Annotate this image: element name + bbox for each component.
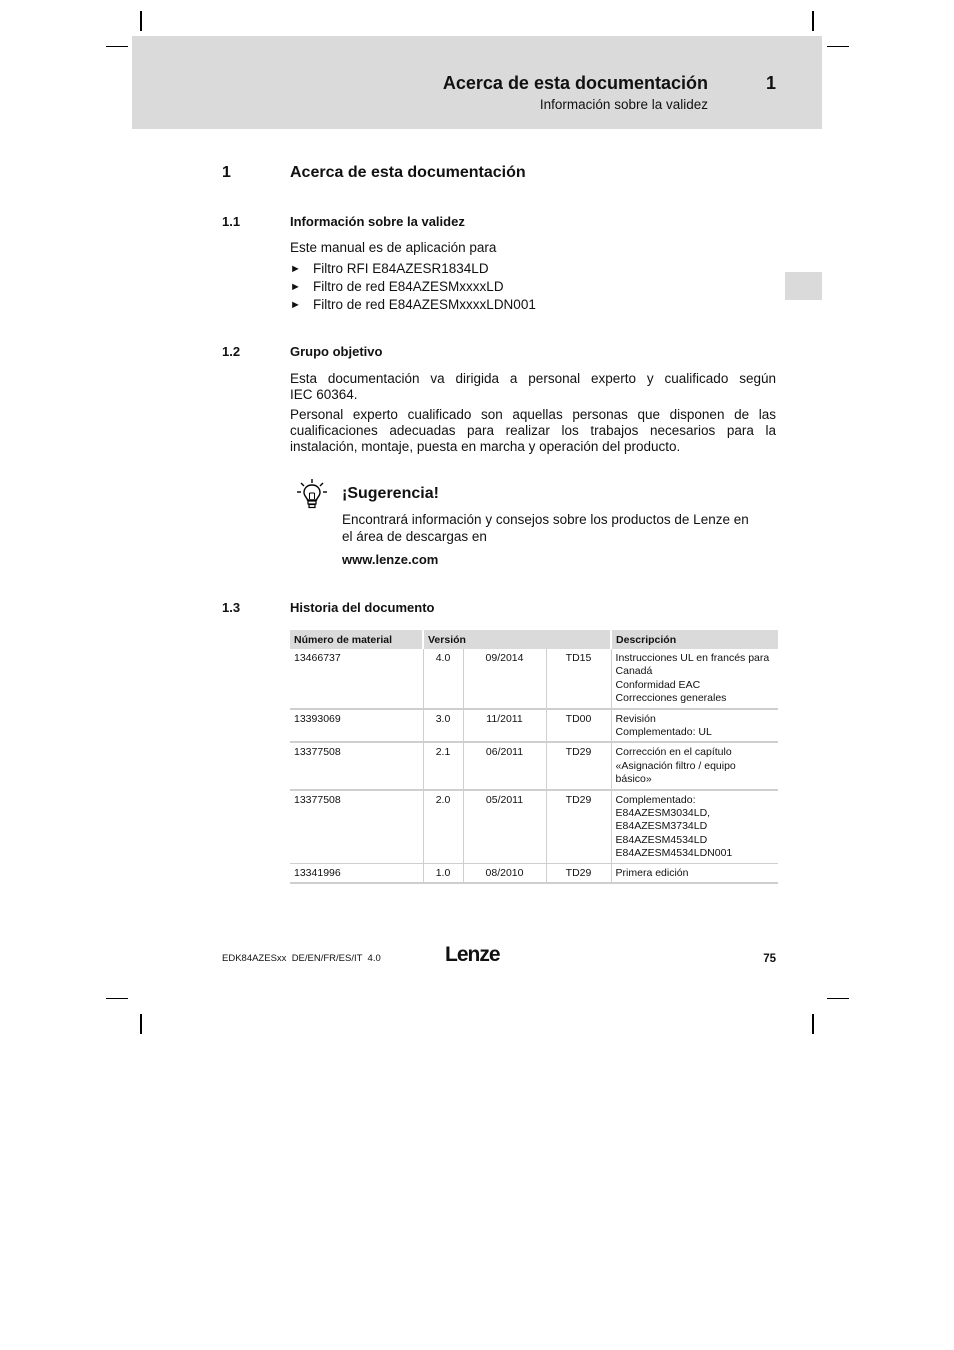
header-chapter-number: 1 [765,73,776,93]
list-item: ► Filtro de red E84AZESMxxxxLDN001 [290,297,536,312]
description-cell: Primera edición [611,863,778,883]
target-group-text: instalación, montaje, puesta en marcha y operación del producto. [290,439,681,454]
target-group-text: IEC 60364. [290,387,358,402]
table-row [290,863,778,883]
crop-mark [140,1014,142,1034]
version-number: 3.0 [423,709,463,743]
subsection-number: 1.1 [222,214,241,229]
description-cell: Corrección en el capítulo «Asignación filtro / equipo básico» [611,742,778,789]
target-group-text: Personal experto cualificado son aquellas personas que disponen de las [290,407,776,422]
table-row [290,790,778,864]
crop-mark [827,998,849,999]
crop-mark [140,11,142,31]
table-row [290,649,778,709]
table-row [290,709,778,743]
column-header: Versión [423,630,611,649]
subsection-title: Información sobre la validez [290,214,465,229]
subsection-title: Historia del documento [290,600,435,615]
lenze-website-link[interactable]: www.lenze.com [342,552,439,567]
version-number: 1.0 [423,863,463,883]
material-number: 13377508 [290,790,423,864]
table-row [290,742,778,789]
material-number: 13377508 [290,742,423,789]
subsection-title: Grupo objetivo [290,344,383,359]
version-code: TD00 [546,709,611,743]
lenze-logo: Lenze [445,943,500,966]
version-date: 09/2014 [463,649,546,709]
version-number: 2.0 [423,790,463,864]
validity-list [290,260,536,314]
footer-doc-id: EDK84AZESxx DE/EN/FR/ES/IT 4.0 [222,953,381,964]
version-code: TD15 [546,649,611,709]
tip-text: Encontrará información y consejos sobre los productos de Lenze en el área de descargas en [342,512,749,544]
section-number: 1 [222,164,231,181]
target-group-text: cualificaciones adecuadas para realizar los trabajos necesarios para la [290,423,776,438]
version-number: 4.0 [423,649,463,709]
page-number: 75 [763,953,776,965]
section-title: Acerca de esta documentación [290,164,526,181]
version-code: TD29 [546,790,611,864]
bullet-arrow-icon: ► [290,299,301,311]
lightbulb-icon [296,478,328,510]
subsection-number: 1.3 [222,600,241,615]
crop-mark [827,46,849,47]
document-history-table [290,630,778,884]
crop-mark [106,46,128,47]
material-number: 13393069 [290,709,423,743]
version-date: 08/2010 [463,863,546,883]
column-header: Descripción [611,630,778,649]
column-header: Número de material [290,630,423,649]
material-number: 13466737 [290,649,423,709]
description-cell: Instrucciones UL en francés para Canadá Conformidad EAC Correcciones generales [611,649,778,709]
material-number: 13341996 [290,863,423,883]
subsection-number: 1.2 [222,344,241,359]
crop-mark [106,998,128,999]
list-item: ► Filtro RFI E84AZESR1834LD [290,261,489,276]
target-group-text: Esta documentación va dirigida a personal experto y cualificado según [290,371,776,386]
bullet-arrow-icon: ► [290,281,301,293]
header-subtitle: Información sobre la validez [539,97,708,112]
version-date: 05/2011 [463,790,546,864]
version-date: 11/2011 [463,709,546,743]
version-code: TD29 [546,742,611,789]
validity-intro: Este manual es de aplicación para [290,240,497,255]
list-item: ► Filtro de red E84AZESMxxxxLD [290,279,504,294]
tip-title: ¡Sugerencia! [342,485,439,502]
description-cell: Revisión Complementado: UL [611,709,778,743]
table-header-row [290,630,778,649]
header-title: Acerca de esta documentación [442,73,708,93]
version-number: 2.1 [423,742,463,789]
crop-mark [812,11,814,31]
chapter-tab-marker [785,272,822,300]
version-date: 06/2011 [463,742,546,789]
crop-mark [812,1014,814,1034]
bullet-arrow-icon: ► [290,263,301,275]
description-cell: Complementado: E84AZESM3034LD, E84AZESM3734LD E84AZESM4534LD E84AZESM4534LDN001 [611,790,778,864]
version-code: TD29 [546,863,611,883]
